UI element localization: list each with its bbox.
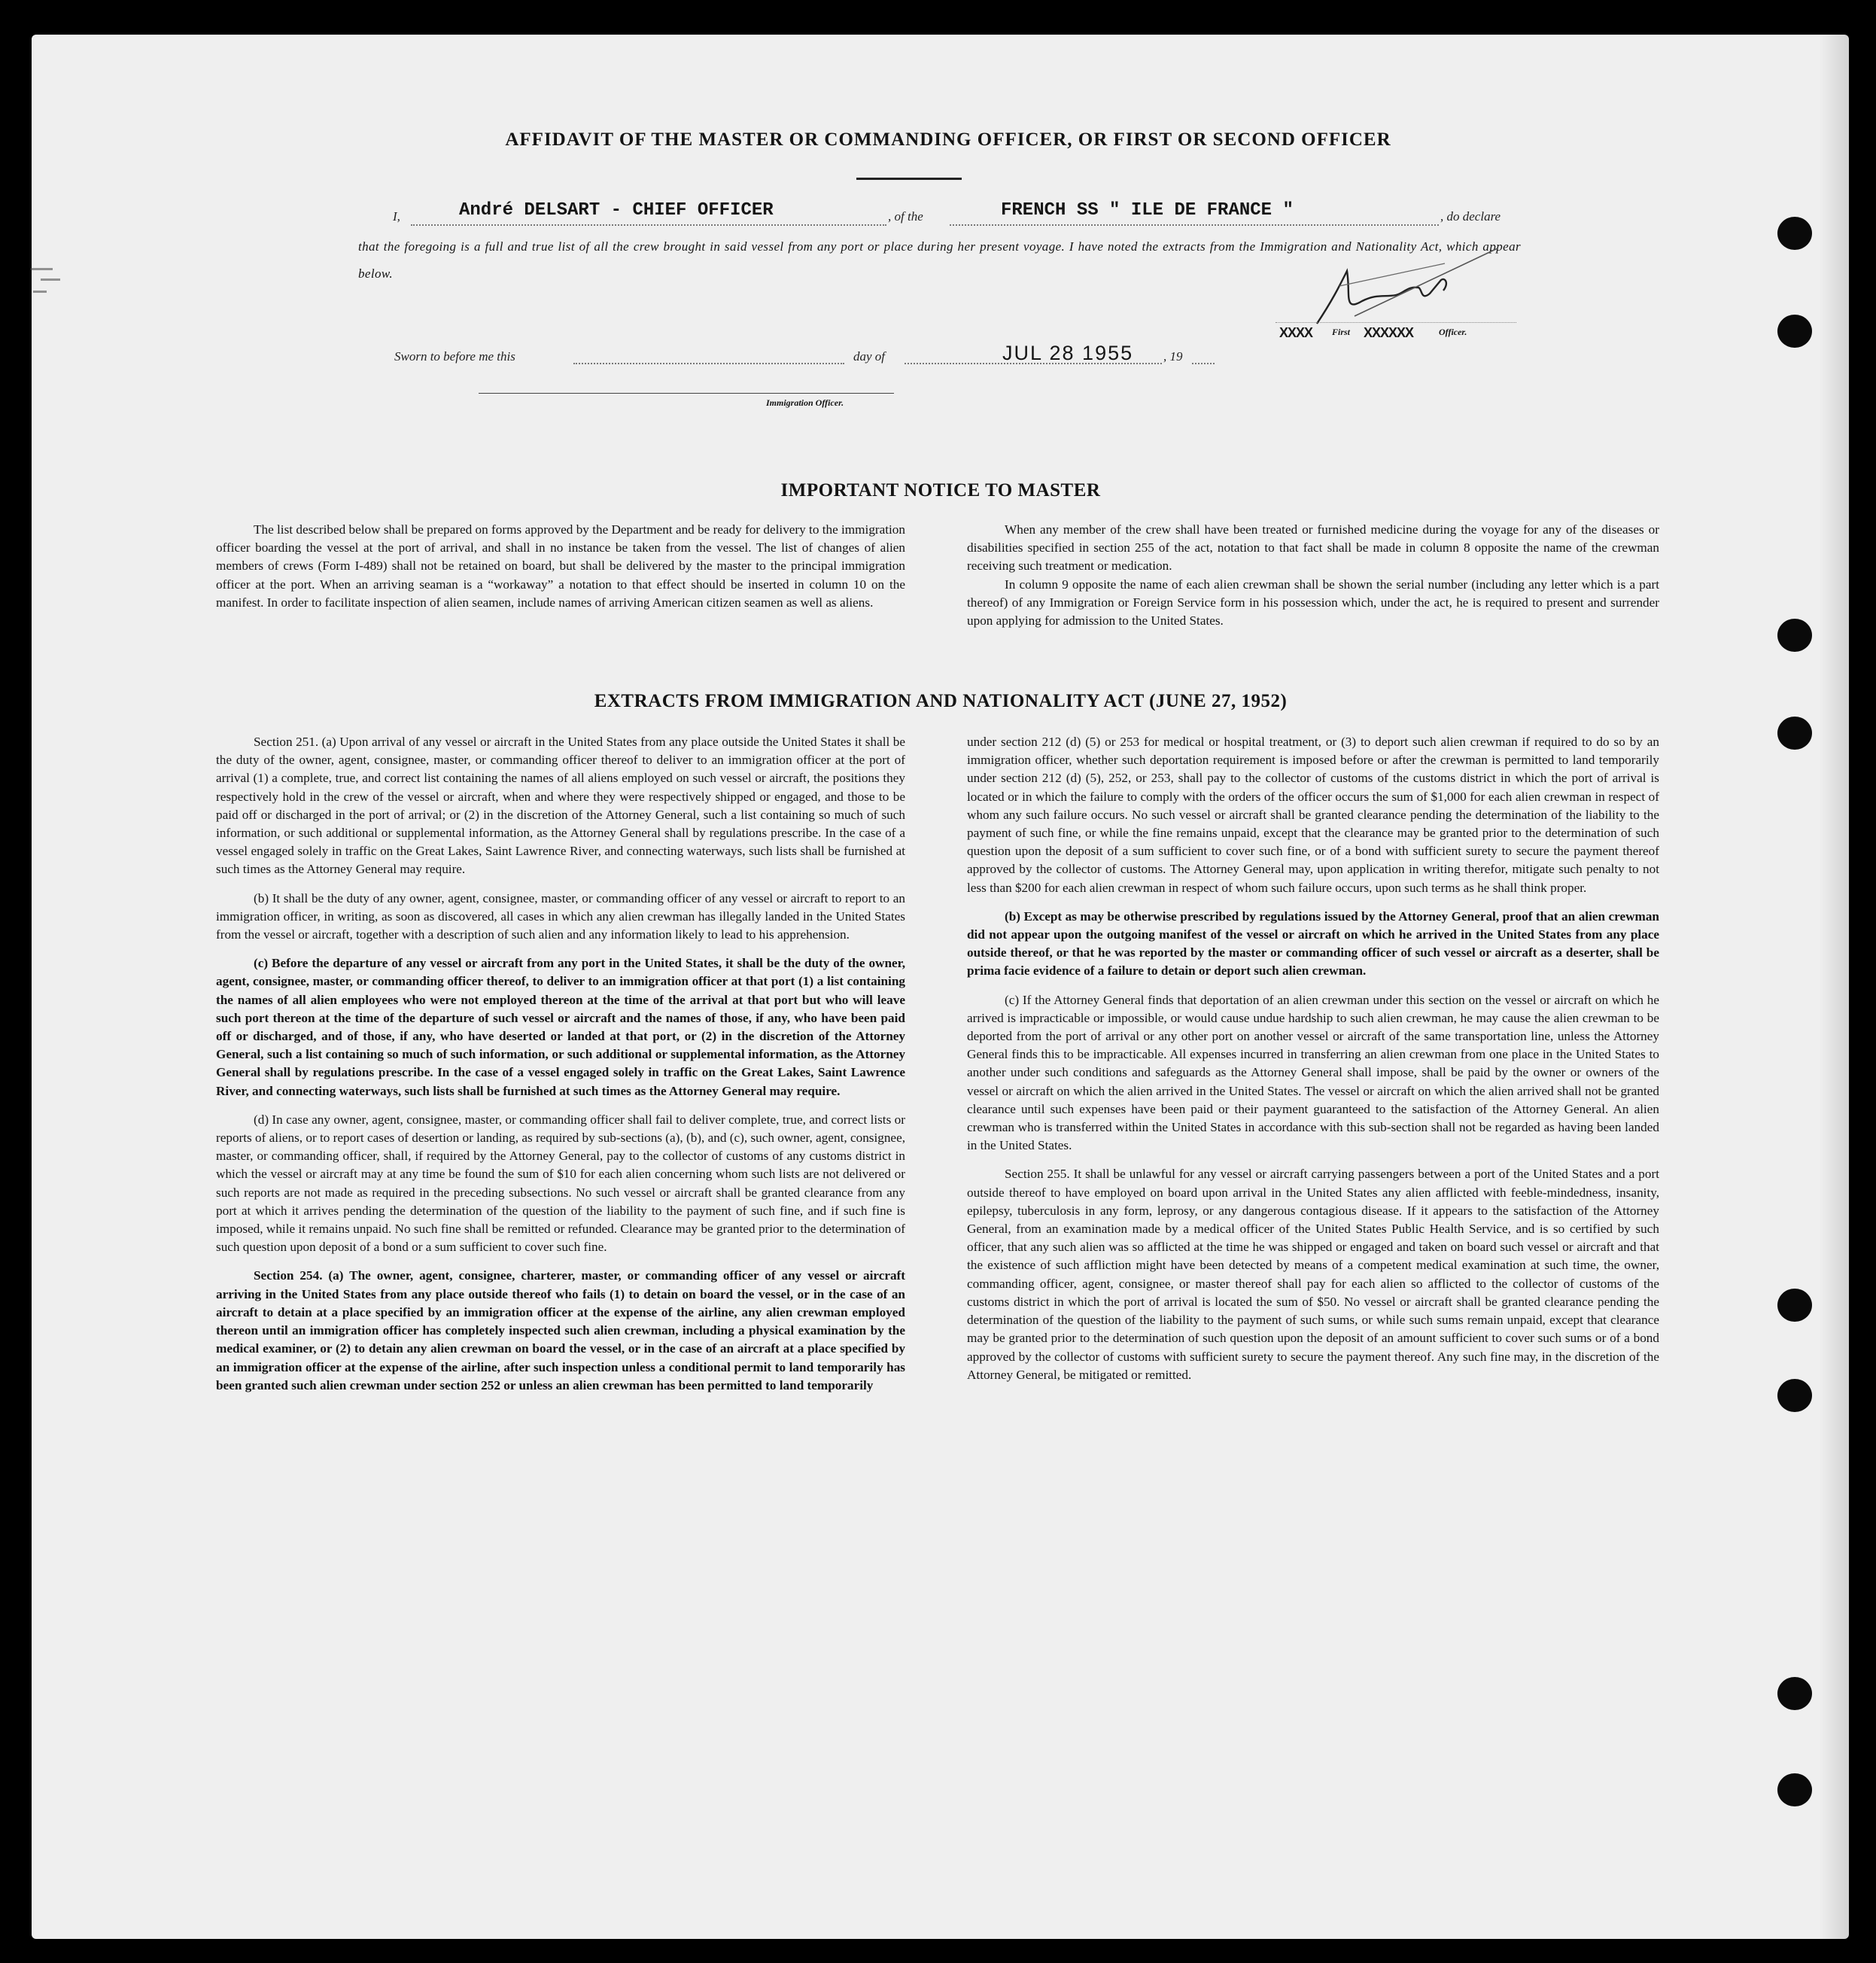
of-the-label: , of the: [888, 209, 923, 224]
name-field-line: [411, 224, 886, 226]
notice-heading: IMPORTANT NOTICE TO MASTER: [780, 480, 1101, 501]
prefix-i: I,: [393, 209, 400, 224]
section-251c: (c) Before the departure of any vessel or aircraft from any port in the United States, it shall be the duty of the owner, agent, consignee, master, or commanding officer thereof, to deliver to an immigration officer at that port (1) a list containing the names of all alien employees who were not employed thereon at the time of the arrival at that port but who will leave such port thereon at the time of the departure of such vessel or aircraft and the names of those, if any, who have been paid off or discharged, and of those, if any, who have deserted or landed at that port, or (2) in the discretion of the Attorney General, such a list containing so much of such information, or such additional or supplemental information, as the Attorney General shall by regulations prescribe. In the case of a vessel engaged solely in traffic on the Great Lakes, Saint Lawrence River, and connecting waterways, such lists shall be furnished at such times as the Attorney General may require.: [216, 956, 905, 1098]
year-prefix: , 19: [1163, 349, 1183, 364]
affidavit-title: AFFIDAVIT OF THE MASTER OR COMMANDING OFFICER, OR FIRST OR SECOND OFFICER: [505, 129, 1391, 150]
first-label: First: [1332, 327, 1351, 337]
officer-name-field: André DELSART - CHIEF OFFICER: [459, 200, 774, 221]
day-of-label: day of: [853, 349, 886, 364]
section-251d: (d) In case any owner, agent, consignee, master, or commanding officer shall fail to deliver complete, true, and correct lists or reports of aliens, or to report cases of desertion or landing, as required by sub-sections (a), (b), and (c), such owner, agent, consignee, master, or commanding officer, shall, if required by the Attorney General, pay to the collector of customs of any customs district in which the vessel or aircraft may at any time be found the sum of $10 for each alien concerning whom such lists are not delivered or such reports are not made as required in the preceding subsections. No such vessel or aircraft shall be granted clearance from any port at which it arrives pending the determination of the question of the liability to the payment of such fine, and if such fine is imposed, while it remains unpaid. No such fine shall be remitted or refunded. Clearance may be granted prior to the determination of such question upon deposit of a bond or a sum sufficient to cover such fine.: [216, 1112, 905, 1255]
do-declare-label: , do declare: [1440, 209, 1501, 224]
notice-left-column: [216, 521, 905, 612]
binder-hole: [1777, 1289, 1812, 1322]
vessel-name-field: FRENCH SS " ILE DE FRANCE ": [1001, 200, 1294, 221]
year-line: [1192, 363, 1215, 364]
sworn-day-line: [573, 363, 844, 364]
title-underline: [856, 178, 962, 180]
extracts-heading: EXTRACTS FROM IMMIGRATION AND NATIONALITY ACT (JUNE 27, 1952): [594, 691, 1288, 711]
notice-right-paragraph: When any member of the crew shall have been treated or furnished medicine during the voyage for any of the diseases or disabilities specified in section 255 of the act, notation to that fact shall be made in column 8 opposite the name of the crewman receiving such treatment or medication.: [967, 522, 1659, 574]
section-251b: (b) It shall be the duty of any owner, agent, consignee, master, or commanding officer of any vessel or aircraft to report to an immigration officer, in writing, as soon as discovered, all cases in which any alien crewman has illegally landed in the United States from the vessel or aircraft, together with a description of such alien and any information likely to lead to his apprehension.: [216, 890, 905, 942]
section-251a: Section 251. (a) Upon arrival of any vessel or aircraft in the United States from any place outside the United States it shall be the duty of the owner, agent, consignee, master, or commanding officer thereof to deliver to an immigration officer at the port of arrival (1) a complete, true, and correct list containing the names of all aliens employed on such vessel or aircraft, the positions they respectively hold in the crew of the vessel or aircraft, when and where they were respectively shipped or engaged, and those to be paid off or discharged in the port of arrival; or (2) in the discretion of the Attorney General, such a list containing so much of such information, or such additional or supplemental information, as the Attorney General shall by regulations prescribe. In the case of a vessel engaged solely in traffic on the Great Lakes, Saint Lawrence River, and connecting waterways, such lists shall be furnished at such times as the Attorney General may require.: [216, 735, 905, 877]
section-254b: (b) Except as may be otherwise prescribed by regulations issued by the Attorney General, proof that an alien crewman did not appear upon the outgoing manifest of the vessel or aircraft on which he arrived in the United States from any place outside thereof, or that he was reported by the master or commanding officer of such vessel or aircraft as a deserter, shall be prima facie evidence of a failure to detain or deport such alien crewman.: [967, 908, 1659, 978]
section-255: Section 255. It shall be unlawful for any vessel or aircraft carrying passengers between a port of the United States and a port outside thereof to have employed on board upon arrival in the United States any alien afflicted with feeble-mindedness, insanity, epilepsy, tuberculosis in any form, leprosy, or any dangerous contagious disease. If it appears to the satisfaction of the Attorney General, from an examination made by a medical officer of the United States Public Health Service, and is so certified by such officer, that any such alien was so afflicted at the time he was shipped or engaged and taken on board such vessel or aircraft and that the existence of such affliction might have been detected by means of a competent medical examination at such time, the owner, commanding officer, agent, consignee, or master thereof shall pay for each alien so afflicted to the collector of customs of the customs district in which the port of arrival is located the sum of $50. No vessel or aircraft shall be granted clearance pending the determination of the question of the liability to the payment of such sums, or while such sums remain unpaid, except that clearance may be granted prior to the determination of such question upon the deposit of an amount sufficient to cover such sums or of a bond approved by the collector of customs with sufficient surety to secure the payment thereof. Any such fine may, in the discretion of the Attorney General, be mitigated or remitted.: [967, 1167, 1659, 1382]
immigration-officer-label: Immigration Officer.: [766, 397, 844, 408]
binder-hole: [1777, 1773, 1812, 1806]
binder-hole: [1777, 1677, 1812, 1710]
scan-smudge: [30, 268, 75, 313]
signature-line: [1275, 322, 1516, 323]
section-254a: Section 254. (a) The owner, agent, consignee, charterer, master, or commanding officer of any vessel or aircraft arriving in the United States from any place outside thereof who fails (1) to detain on board the vessel, or in the case of an aircraft to detain at a place specified by an immigration officer at the expense of the airline, any alien crewman employed thereon until an immigration officer has completely inspected such alien crewman, including a physical examination by the medical examiner, or (2) to detain any alien crewman on board the vessel, or in the case of an aircraft at a place specified by an immigration officer at the expense of the airline, after such inspection unless a conditional permit to land temporarily has been granted such alien crewman under section 252 or unless an alien crewman has been permitted to land temporarily: [216, 1268, 905, 1392]
extracts-right-column: [967, 733, 1659, 1395]
officer-signature: [1309, 241, 1505, 331]
struck-second-text: XXXXXX: [1364, 325, 1414, 340]
notice-right-paragraph: In column 9 opposite the name of each alien crewman shall be shown the serial number (including any letter which is a part thereof) of any Immigration or Foreign Service form in his possession which, under the act, he is required to present and surrender upon applying for admission to the United States.: [967, 577, 1659, 628]
binder-hole: [1777, 217, 1812, 250]
binder-hole: [1777, 619, 1812, 652]
binder-hole: [1777, 315, 1812, 348]
sworn-label: Sworn to before me this: [394, 349, 515, 364]
declaration-text: that the foregoing is a full and true list of all the crew brought in said vessel from any port or place during her present voyage. I have noted the extracts from the Immigration and Nationality Act, which appear below.: [358, 239, 1521, 281]
extracts-left-column: [216, 733, 905, 1395]
notice-left-paragraph: The list described below shall be prepared on forms approved by the Department and be ready for delivery to the immigration officer boarding the vessel at the port of arrival, and shall in no instance be taken from the vessel. The list of changes of alien members of crews (Form I-489) shall not be retained on board, but shall be delivered by the master to the principal immigration officer at the port. When an arriving seaman is a “workaway” a notation to that effect should be inserted in column 10 on the manifest. In order to facilitate inspection of alien seamen, include names of arriving American citizen seamen as well as aliens.: [216, 522, 905, 610]
notice-right-column: [967, 521, 1659, 630]
vessel-field-line: [950, 224, 1439, 226]
section-254c: (c) If the Attorney General finds that deportation of an alien crewman under this section on the vessel or aircraft on which he arrived is impracticable or impossible, or would cause undue hardship to such alien crewman, he may cause the alien crewman to be deported from the port of arrival or any other port on another vessel or aircraft of the same transportation line, unless the Attorney General finds this to be impracticable. All expenses incurred in transferring an alien crewman from one place in the United States to another under such conditions and safeguards as the Attorney General shall impose, shall be paid by the owner or owners of the vessel or aircraft on which the alien arrived in the United States. The vessel or aircraft on which the alien arrived shall not be granted clearance until such expenses have been paid or their payment guaranteed to the satisfaction of the Attorney General. An alien crewman who is transferred within the United States in accordance with this sub-section shall not be regarded as having been landed in the United States.: [967, 992, 1659, 1153]
binder-hole: [1777, 1379, 1812, 1412]
binder-hole: [1777, 717, 1812, 750]
officer-label: Officer.: [1439, 327, 1467, 337]
immigration-officer-line: [479, 393, 894, 394]
date-stamp: JUL 28 1955: [1002, 342, 1134, 364]
section-254a-continued: under section 212 (d) (5) or 253 for medical or hospital treatment, or (3) to deport such alien crewman if required to do so by an immigration officer, whether such deportation requirement is imposed before or after the crewman is permitted to land temporarily under section 212 (d) (5), 252, or 253, shall pay to the collector of customs of the customs district in which the port of arrival is located or in which the failure to comply with the orders of the officer occurs the sum of $1,000 for each alien crewman in respect of whom any such failure occurs. No such vessel or aircraft shall be granted clearance pending the determination of the liability to the payment of such fine, or while the fine remains unpaid, except that the clearance may be granted prior to the determination of such question upon the deposit of a sum sufficient to cover such fine, or of a bond with sufficient surety to secure the payment thereof approved by the collector of customs. The Attorney General may, upon application in writing therefor, mitigate such penalty to not less than $200 for each alien crewman in respect of whom such failure occurs, upon such terms as he shall think proper.: [967, 735, 1659, 895]
struck-master-text: XXXX: [1279, 325, 1313, 340]
